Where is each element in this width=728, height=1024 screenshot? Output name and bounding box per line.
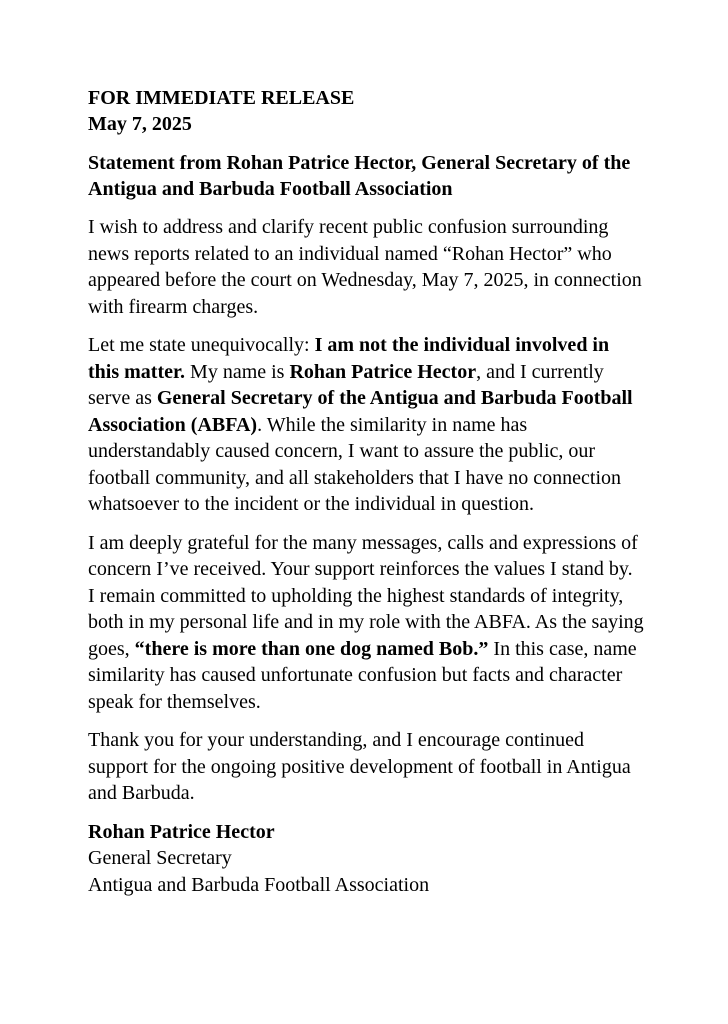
body-paragraph [88, 530, 644, 716]
text-run: Thank you for your understanding, and I encourage continued support for the ongoing positive development of football in Antigua and Barbuda. [88, 729, 631, 804]
date-line: May 7, 2025 [88, 113, 192, 135]
text-run: In this case, name similarity has caused unfortunate confusion but facts and character speak for themselves. [88, 637, 637, 713]
text-run: My name is [185, 360, 290, 383]
bold-text-run: Rohan Patrice Hector [289, 360, 477, 383]
signature-title: General Secretary [88, 847, 232, 869]
bold-text-run: “there is more than one dog named Bob.” [134, 637, 489, 660]
body-paragraph [88, 332, 644, 518]
text-run: . While the similarity in name has understandably caused concern, I want to assure the public, our football community, and all stakeholders that I have no connection whatsoever to the incident or the individual in question. [88, 413, 621, 515]
signature-block [88, 819, 644, 899]
signature-name: Rohan Patrice Hector [88, 820, 275, 843]
statement-headline: Statement from Rohan Patrice Hector, General Secretary of the Antigua and Barbuda Football Association [88, 152, 631, 200]
release-line: FOR IMMEDIATE RELEASE [88, 87, 355, 109]
document-content [88, 85, 644, 898]
text-run: I am deeply grateful for the many messages, calls and expressions of concern I’ve received. Your support reinforces the values I stand by. I remain committed to upholding the highest standards of integrity, both in my personal life and in my role with the ABFA. As the saying goes, [88, 531, 644, 660]
text-run: I wish to address and clarify recent public confusion surrounding news reports related to an individual named “Rohan Hector” who appeared before the court on Wednesday, May 7, 2025, in connection with firearm charges. [88, 216, 642, 318]
body-paragraph [88, 727, 644, 807]
document-body [88, 214, 644, 807]
body-paragraph [88, 214, 644, 320]
text-run: Let me state unequivocally: [88, 334, 315, 356]
bold-text-run: General Secretary of the Antigua and Barbuda Football Association (ABFA) [88, 387, 633, 436]
text-run: , and I currently serve as [88, 360, 604, 409]
signature-organization: Antigua and Barbuda Football Association [88, 873, 430, 896]
bold-text-run: I am not the individual involved in this matter. [88, 334, 610, 383]
